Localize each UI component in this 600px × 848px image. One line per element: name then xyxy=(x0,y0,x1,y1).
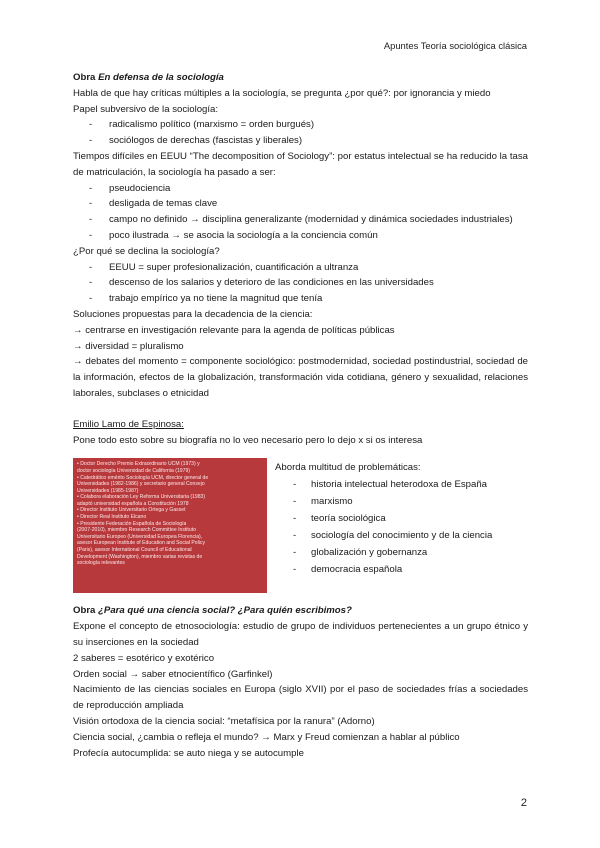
soluciones-line: → diversidad = pluralismo xyxy=(73,340,184,352)
paragraph-line: Visión ortodoxa de la ciencia social: “metafísica por la ranura” (Adorno) xyxy=(73,715,375,727)
soluciones-line: → centrarse en investigación relevante para la agenda de políticas públicas xyxy=(73,324,395,336)
soluciones-heading: Soluciones propuestas para la decadencia de la ciencia: xyxy=(73,308,313,320)
list-item: - globalización y gobernanza xyxy=(293,547,428,559)
page-number: 2 xyxy=(520,797,527,809)
list-item: - trabajo empírico ya no tiene la magnitud que tenía xyxy=(89,293,323,305)
papel-heading: Papel subversivo de la sociología: xyxy=(73,103,219,115)
list-item: - pseudociencia xyxy=(89,182,171,194)
list-item: - desligada de temas clave xyxy=(89,198,218,210)
list-item: - historia intelectual heterodoxa de España xyxy=(293,479,488,491)
biography-image: • Doctor Derecho Premio Extraordinario UCM (1973) y doctor sociología Universidad de California (1979) • Catedrático emérito Sociología UCM, director general de Universidades (1982-1986) y secretario general Consejo Universidades (1985-1987) • Colabora elaboración Ley Reforma Universitaria (1983) adaptó universidad española a Constitución 1978 • Director Instituto Universitario Ortega y Gasset • Director Real Instituto Elcano • Presidente Federación Española de Sociología (2007-2010), miembro Research Committee Instituto Universitario Europeo (Universidad Europea Florencia), asesor European Institute of Education and Social Policy (Paris), asesor International Council of Educational Development (Washington), miembro varias revistas de sociología relevantes xyxy=(73,458,267,593)
list-item: - democracia española xyxy=(293,564,403,576)
list-item: - teoría sociológica xyxy=(293,513,386,525)
themes-heading: Aborda multitud de problemáticas: xyxy=(275,462,421,474)
paragraph-line: Orden social → saber etnocientífico (Garfinkel) xyxy=(73,668,273,680)
section-title-ciencia-social xyxy=(73,603,528,619)
list-item: - sociología del conocimiento y de la ciencia xyxy=(293,530,493,542)
author-name: Emilio Lamo de Espinosa: xyxy=(73,418,184,430)
list-item: - marxismo xyxy=(293,496,353,508)
list-item: - EEUU = super profesionalización, cuantificación a ultranza xyxy=(89,261,359,273)
declina-heading: ¿Por qué se declina la sociología? xyxy=(73,245,220,257)
soluciones-line: → debates del momento = componente sociológico: postmodernidad, sociedad postindustrial, sociedad de la información, efectos de la globalización, transformación vida cotidiana, género y sexualidad, relaciones laborales, subclases o etnicidad xyxy=(73,356,528,399)
author-note: Pone todo esto sobre su biografía no lo veo necesario pero lo dejo x si os interesa xyxy=(73,434,423,446)
bio-row xyxy=(73,458,528,593)
title-work: En defensa de la sociología xyxy=(98,72,224,83)
title-work: ¿Para qué una ciencia social? ¿Para quién escribimos? xyxy=(98,605,352,617)
paragraph-line: 2 saberes = esotérico y exotérico xyxy=(73,652,215,664)
paragraph-line: Ciencia social, ¿cambia o refleja el mundo? → Marx y Freud comienzan a hablar al público xyxy=(73,731,460,743)
list-item: - descenso de los salarios y deterioro de las condiciones en las universidades xyxy=(89,277,434,289)
list-item: - sociólogos de derechas (fascistas y liberales) xyxy=(89,135,303,147)
tiempos-text: Tiempos difíciles en EEUU “The decomposition of Sociology”: por estatus intelectual se ha reducido la tasa de matriculación, la sociología ha pasado a ser: xyxy=(73,150,528,178)
title-prefix: Obra xyxy=(73,72,99,83)
intro-text: Habla de que hay críticas múltiples a la sociología, se pregunta ¿por qué?: por ignorancia y miedo xyxy=(73,87,491,99)
list-item: - radicalismo político (marxismo = orden burgués) xyxy=(89,119,315,131)
list-item: - campo no definido → disciplina generalizante (modernidad y dinámica sociedades industriales) xyxy=(89,214,513,226)
page-content xyxy=(73,70,528,761)
title-prefix: Obra xyxy=(73,605,99,617)
section-title-defensa xyxy=(73,70,528,86)
themes-list xyxy=(275,460,528,578)
list-item: - poco ilustrada → se asocia la sociología a la conciencia común xyxy=(89,229,378,241)
page-header: Apuntes Teoría sociológica clásica xyxy=(383,40,527,51)
paragraph-line: Expone el concepto de etnosociología: estudio de grupo de individuos pertenecientes a un grupo étnico y su inserciones en la sociedad xyxy=(73,621,528,648)
paragraph-line: Profecía autocumplida: se auto niega y se autocumple xyxy=(73,747,304,759)
paragraph-line: Nacimiento de las ciencias sociales en Europa (siglo XVII) por el paso de sociedades frías a sociedades de reproducción ampliada xyxy=(73,684,528,712)
